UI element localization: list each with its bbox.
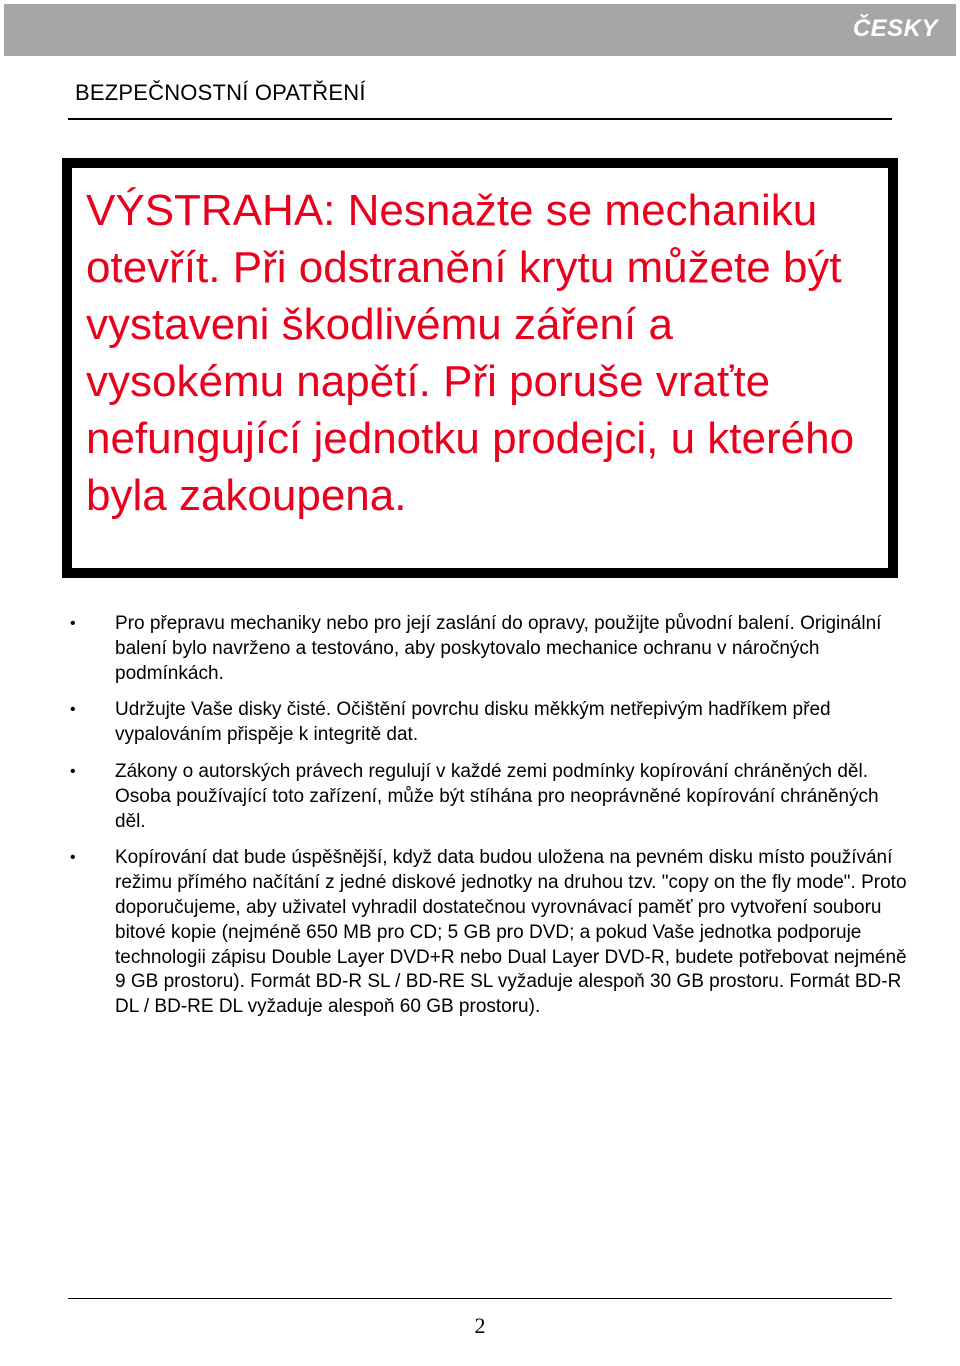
bullet-icon: • <box>70 762 76 780</box>
list-item <box>70 760 910 834</box>
list-item <box>70 612 910 686</box>
page-number: 2 <box>474 1313 486 1338</box>
list-item <box>70 846 910 1020</box>
list-item-text: Kopírování dat bude úspěšnější, když data budou uložena na pevném disku místo používání režimu přímého načítání z jedné diskové jednotky na druhou tzv. "copy on the fly mode". Proto doporučujeme, aby uživatel vyhradil dostatečnou vyrovnávací paměť pro vytvoření souboru bitové kopie (nejméně 650 MB pro CD; 5 GB pro DVD; a pokud Vaše jednotka podporuje technologii zápisu Double Layer DVD+R nebo Dual Layer DVD-R, budete potřebovat nejméně 9 GB prostoru). Formát BD-R SL / BD-RE SL vyžaduje alespoň 30 GB prostoru. Formát BD-R DL / BD-RE DL vyžaduje alespoň 60 GB prostoru). <box>115 847 907 1018</box>
list-item-text: Udržujte Vaše disky čisté. Očištění povrchu disku měkkým netřepivým hadříkem před vypalováním přispěje k integritě dat. <box>115 699 831 746</box>
warning-box <box>62 158 898 578</box>
language-header-bar <box>4 4 956 56</box>
safety-bullet-list <box>70 612 910 1020</box>
list-item-text: Pro přepravu mechaniky nebo pro její zaslání do opravy, použijte původní balení. Originální balení bylo navrženo a testováno, aby poskytovalo mechanice ochranu v náročných podmínkách. <box>115 613 882 684</box>
list-item-text: Zákony o autorských právech regulují v každé zemi podmínky kopírování chráněných děl. Osoba používající toto zařízení, může být stíhána pro neoprávněné kopírování chráněných děl. <box>115 760 879 832</box>
list-item <box>70 698 910 748</box>
warning-text: VÝSTRAHA: Nesnažte se mechaniku otevřít. Při odstranění krytu můžete být vystaveni škodlivému záření a vysokému napětí. Při poruše vraťte nefungující jednotku prodejci, u kterého byla zakoupena. <box>86 186 855 520</box>
bullet-icon: • <box>70 615 76 632</box>
title-divider <box>68 118 892 120</box>
footer-divider <box>68 1298 892 1299</box>
warning-box-inner <box>70 166 890 570</box>
section-title: BEZPEČNOSTNÍ OPATŘENÍ <box>75 80 366 105</box>
bullet-icon: • <box>70 701 76 719</box>
language-label: ČESKY <box>852 15 938 42</box>
bullet-icon: • <box>70 849 76 867</box>
